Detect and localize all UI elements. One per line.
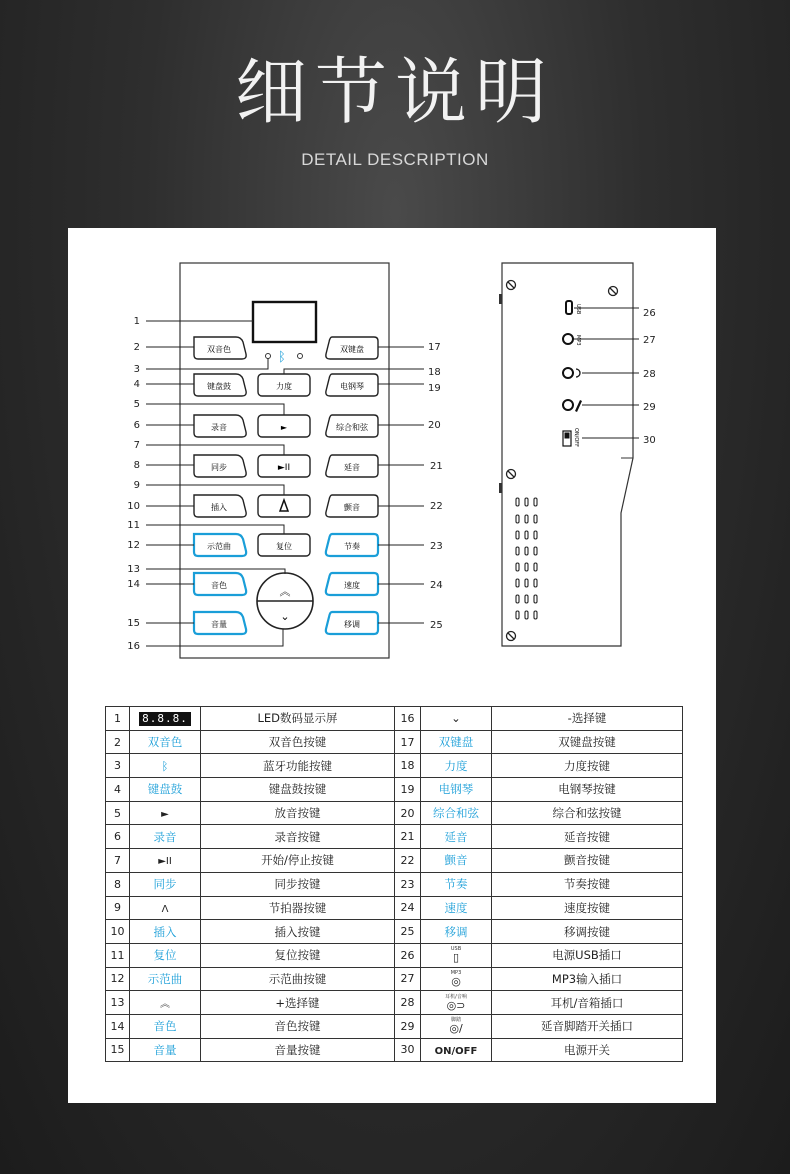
table-cell-text: 延音脚踏开关插口 [541,1019,633,1034]
table-cell-text: 9 [114,901,121,915]
table-cell-n1 [106,1038,130,1062]
table-cell-n1 [106,849,130,873]
button-electric-piano-label: 电钢琴 [340,382,364,391]
table-cell-d1 [201,707,395,731]
side-panel [499,263,633,646]
table-cell-n2 [395,825,421,849]
selector-dial[interactable] [257,573,313,629]
table-cell-text: 耳机/音响 [445,993,467,1000]
table-row [106,920,683,944]
table-cell-text: 双音色 [147,735,183,750]
table-cell-k1 [130,943,201,967]
left-callout-numbers [127,316,140,652]
table-cell-n2 [395,872,421,896]
table-cell-d2 [492,801,683,825]
table-cell-text: 键盘鼓 [147,782,183,797]
table-cell-d2 [492,754,683,778]
table-cell-n1 [106,730,130,754]
table-cell-text: 移调按键 [564,924,610,939]
table-cell-n2 [395,943,421,967]
table-cell-text: +选择键 [275,995,320,1010]
table-cell-d1 [201,825,395,849]
table-cell-k2 [421,825,492,849]
button-sustain[interactable] [326,455,378,477]
table-cell-text: 4 [114,782,121,796]
table-cell-text: 颤音按键 [564,853,610,868]
table-cell-k2 [421,801,492,825]
table-row [106,801,683,825]
table-cell-d1 [201,920,395,944]
device-diagram [68,228,716,698]
button-dual-keyboard-label: 双键盘 [340,345,364,354]
table-row [106,991,683,1015]
callout-21: 21 [430,461,443,472]
table-cell-d2 [492,896,683,920]
table-cell-d2 [492,1014,683,1038]
table-cell-k1 [130,801,201,825]
callout-13: 13 [127,564,140,575]
table-cell-text: 5 [114,806,121,820]
table-cell-k2 [421,1038,492,1062]
table-cell-text: 12 [110,972,125,986]
table-row [106,730,683,754]
callout-16: 16 [127,641,140,652]
table-cell-text: 示范曲按键 [268,971,327,986]
table-cell-n1 [106,1014,130,1038]
table-cell-text: ︽ [160,999,170,1011]
table-cell-n1 [106,778,130,802]
table-cell-text: 综合和弦按键 [552,806,622,821]
table-cell-text: ► [161,809,169,821]
table-row [106,1038,683,1062]
button-dual-keyboard[interactable] [326,337,378,359]
table-cell-n2 [395,730,421,754]
button-rhythm[interactable] [326,534,378,556]
table-cell-text: 24 [400,901,415,915]
table-cell-text: 音量按键 [274,1042,321,1057]
page-title: 细节说明 [234,50,555,134]
table-row [106,1014,683,1038]
led-display [253,302,316,342]
button-chord[interactable] [326,415,378,437]
button-volume[interactable] [194,612,246,634]
table-cell-text: 26 [400,948,415,962]
table-cell-k1 [130,778,201,802]
button-transpose[interactable] [326,612,378,634]
table-cell-text: 节奏 [444,877,468,892]
table-cell-text: 延音 [444,829,468,844]
table-cell-text: 插入 [153,924,177,939]
table-row [106,778,683,802]
table-cell-text: 电源开关 [564,1042,610,1057]
table-cell-text: 键盘鼓按键 [268,782,327,797]
table-cell-text: 11 [110,948,125,962]
play-icon: ► [280,423,288,432]
table-cell-n1 [106,707,130,731]
button-reset-label: 复位 [276,542,292,551]
button-vibrato[interactable] [326,495,378,517]
play-pause-icon: ►II [277,463,291,473]
table-cell-text: 3 [114,759,121,773]
table-row [106,707,683,731]
table-cell-text: 同步按键 [274,877,321,892]
table-cell-text: 速度 [444,900,468,915]
table-cell-text: 17 [400,735,415,749]
table-cell-k2 [421,778,492,802]
callout-14: 14 [127,579,140,590]
button-record[interactable] [194,415,246,437]
table-cell-k1 [130,730,201,754]
table-cell-k2 [421,707,492,731]
table-cell-text: USB [450,946,462,953]
table-cell-n1 [106,754,130,778]
table-cell-n1 [106,801,130,825]
content-panel [68,228,716,1103]
button-voice[interactable] [194,573,246,595]
table-cell-text: ►II [158,856,172,868]
table-cell-d1 [201,778,395,802]
button-electric-piano[interactable] [326,374,378,396]
table-cell-n1 [106,991,130,1015]
table-cell-n2 [395,967,421,991]
button-metronome[interactable] [258,495,310,517]
table-cell-text: 同步 [153,877,177,892]
usb-port-label: USB [575,304,581,315]
button-tempo[interactable] [326,573,378,595]
table-cell-text: 21 [400,830,415,844]
button-rhythm-label: 节奏 [344,542,360,551]
table-cell-text: 10 [110,925,125,939]
table-cell-k1 [130,825,201,849]
table-cell-n2 [395,991,421,1015]
table-cell-n2 [395,1038,421,1062]
table-cell-text: 综合和弦 [433,806,479,821]
table-cell-text: 13 [110,996,125,1010]
table-cell-text: 插入按键 [274,924,321,939]
callout-8: 8 [133,460,140,471]
button-chord-label: 综合和弦 [336,423,368,432]
table-cell-text: 29 [400,1019,415,1033]
callout-28: 28 [643,369,656,380]
table-cell-text: 20 [400,806,415,820]
page-subtitle: DETAIL DESCRIPTION [301,150,489,169]
table-cell-text: 延音按键 [564,829,610,844]
table-cell-d1 [201,1038,395,1062]
table-cell-text: 复位按键 [274,948,321,963]
callout-3: 3 [133,364,140,375]
right-callout-numbers [428,342,443,631]
table-cell-n1 [106,896,130,920]
callout-5: 5 [133,399,140,410]
table-row [106,943,683,967]
table-cell-k1 [130,967,201,991]
callout-11: 11 [127,520,140,531]
table-cell-k1 [130,991,201,1015]
button-start-stop[interactable] [258,455,310,477]
table-row [106,967,683,991]
button-sync-label: 同步 [211,463,227,472]
table-cell-d1 [201,849,395,873]
table-cell-d2 [492,920,683,944]
callout-17: 17 [428,342,441,353]
table-cell-n2 [395,778,421,802]
table-cell-text: ⌄ [451,711,461,726]
table-cell-text: 电源USB插口 [552,948,622,963]
table-cell-text: 速度按键 [564,900,610,915]
table-cell-k2 [421,1014,492,1038]
button-sustain-label: 延音 [344,463,360,472]
table-row [106,825,683,849]
usb-port-icon: ▯ [452,951,460,965]
table-cell-text: 耳机/音箱插口 [550,995,624,1010]
callout-4: 4 [133,379,140,390]
table-cell-text: 23 [400,877,415,891]
button-dual-voice-label: 双音色 [207,345,231,354]
table-cell-d1 [201,801,395,825]
table-cell-text: -选择键 [567,711,607,726]
callout-20: 20 [428,420,441,431]
table-cell-text: 双键盘 [438,735,474,750]
table-cell-d2 [492,872,683,896]
table-cell-text: 录音 [153,829,177,844]
table-cell-k2 [421,896,492,920]
table-cell-text: 双音色按键 [268,735,327,750]
callout-27: 27 [643,335,656,346]
table-cell-d1 [201,872,395,896]
table-cell-d2 [492,849,683,873]
table-cell-n2 [395,754,421,778]
button-dual-voice[interactable] [194,337,246,359]
bluetooth-icon: ᛒ [278,350,286,365]
table-cell-text: 8 [114,877,121,891]
table-cell-text: Λ [161,903,169,915]
button-reset[interactable] [258,534,310,556]
table-row [106,896,683,920]
table-cell-d1 [201,1014,395,1038]
callout-10: 10 [127,501,140,512]
table-cell-k1 [130,707,201,731]
table-cell-k1 [130,754,201,778]
callout-9: 9 [133,480,140,491]
callout-7: 7 [133,440,140,451]
table-cell-text: 力度 [444,758,468,773]
table-cell-d1 [201,967,395,991]
button-demo[interactable] [194,534,246,556]
table-row [106,849,683,873]
table-cell-text: 开始/停止按键 [261,853,334,868]
button-volume-label: 音量 [211,620,227,629]
table-cell-d2 [492,1038,683,1062]
table-cell-text: 电钢琴 [438,782,474,797]
table-cell-text: MP3输入插口 [551,971,623,986]
table-cell-d2 [492,778,683,802]
callout-25: 25 [430,620,443,631]
table-cell-text: 蓝牙功能按键 [263,758,332,773]
table-cell-text: 脚踏 [450,1017,461,1024]
table-cell-n2 [395,1014,421,1038]
table-row [106,754,683,778]
table-cell-text: 力度按键 [564,758,610,773]
table-cell-d2 [492,967,683,991]
table-cell-n2 [395,896,421,920]
table-cell-k2 [421,920,492,944]
table-row [106,872,683,896]
button-record-label: 录音 [211,423,227,432]
button-tempo-label: 速度 [344,581,360,590]
table-cell-k1 [130,920,201,944]
table-cell-k2 [421,967,492,991]
table-cell-text: 18 [400,759,415,773]
mp3-jack-icon: ◎ [451,974,461,988]
callout-2: 2 [133,342,140,353]
table-cell-d1 [201,896,395,920]
table-cell-n2 [395,920,421,944]
button-keyboard-drum-label: 键盘鼓 [207,382,231,391]
table-cell-k1 [130,1038,201,1062]
callout-15: 15 [127,618,140,629]
table-cell-n1 [106,825,130,849]
table-cell-text: 颤音 [444,853,468,868]
table-cell-k1 [130,872,201,896]
button-sync[interactable] [194,455,246,477]
table-cell-d2 [492,707,683,731]
table-cell-text: 移调 [444,924,468,939]
button-touch-label: 力度 [276,382,292,391]
callout-24: 24 [430,580,443,591]
table-cell-d2 [492,991,683,1015]
table-cell-k2 [421,730,492,754]
table-cell-d2 [492,825,683,849]
button-insert[interactable] [194,495,246,517]
table-cell-text: 音色 [153,1019,177,1034]
callout-23: 23 [430,541,443,552]
table-cell-text: 14 [110,1019,125,1033]
table-cell-text: 30 [400,1043,415,1057]
table-cell-d1 [201,730,395,754]
table-cell-k2 [421,943,492,967]
callout-29: 29 [643,402,656,413]
table-cell-text: 28 [400,996,415,1010]
function-table [105,706,683,1062]
table-cell-text: 1 [114,711,121,725]
table-cell-text: 7 [114,853,121,867]
button-insert-label: 插入 [211,503,227,512]
table-cell-d1 [201,991,395,1015]
headphone-jack-icon: ◎⊃ [446,998,466,1012]
side-callout-numbers [643,308,656,446]
table-cell-k2 [421,872,492,896]
table-cell-text: 6 [114,830,121,844]
table-cell-n1 [106,967,130,991]
callout-19: 19 [428,383,441,394]
table-cell-k1 [130,1014,201,1038]
pedal-jack-icon: ◎/ [449,1022,463,1036]
table-cell-text: MP3 [450,969,462,976]
table-cell-k2 [421,849,492,873]
button-touch[interactable] [258,374,310,396]
table-cell-k2 [421,754,492,778]
callout-6: 6 [133,420,140,431]
callout-30: 30 [643,435,656,446]
table-cell-n2 [395,801,421,825]
table-cell-text: ON/OFF [434,1045,478,1057]
button-demo-label: 示范曲 [207,542,231,551]
table-cell-n1 [106,872,130,896]
table-cell-text: 16 [400,711,415,725]
table-cell-d2 [492,943,683,967]
table-cell-d1 [201,943,395,967]
table-cell-text: 电钢琴按键 [558,782,616,797]
minus-select-icon[interactable]: ⌄ [280,610,290,623]
table-cell-n1 [106,920,130,944]
table-cell-n1 [106,943,130,967]
table-cell-text: LED数码显示屏 [257,711,338,726]
table-cell-text: 录音按键 [274,829,321,844]
callout-26: 26 [643,308,656,319]
table-cell-text: 复位 [153,948,177,963]
table-cell-text: 19 [400,782,415,796]
button-transpose-label: 移调 [344,620,360,629]
power-switch-label: ON/OFF [573,428,579,448]
table-cell-text: 节拍器按键 [268,900,327,915]
table-cell-n2 [395,849,421,873]
table-cell-text: 25 [400,925,415,939]
table-cell-d2 [492,730,683,754]
button-vibrato-label: 颤音 [344,503,360,512]
table-cell-text: 27 [400,972,415,986]
table-cell-d1 [201,754,395,778]
table-cell-text: ᛒ [161,758,169,773]
table-cell-text: 22 [400,853,415,867]
table-cell-k1 [130,896,201,920]
plus-select-icon[interactable]: ︽ [279,585,291,598]
callout-12: 12 [127,540,140,551]
button-keyboard-drum[interactable] [194,374,246,396]
table-cell-k2 [421,991,492,1015]
table-cell-text: 音色按键 [274,1019,321,1034]
table-cell-k1 [130,849,201,873]
table-cell-text: 音量 [153,1042,177,1057]
button-voice-label: 音色 [211,581,227,590]
table-cell-text: 2 [114,735,121,749]
table-cell-text: 8.8.8. [139,712,191,726]
button-play[interactable] [258,415,310,437]
table-cell-text: 放音按键 [274,806,321,821]
callout-1: 1 [133,316,140,327]
callout-18: 18 [428,367,441,378]
table-cell-text: 示范曲 [147,971,183,986]
table-cell-text: 双键盘按键 [558,735,616,750]
table-cell-text: 15 [110,1043,125,1057]
table-cell-text: 节奏按键 [564,877,610,892]
table-cell-n2 [395,707,421,731]
callout-22: 22 [430,501,443,512]
mp3-jack-label: MP3 [575,335,581,346]
